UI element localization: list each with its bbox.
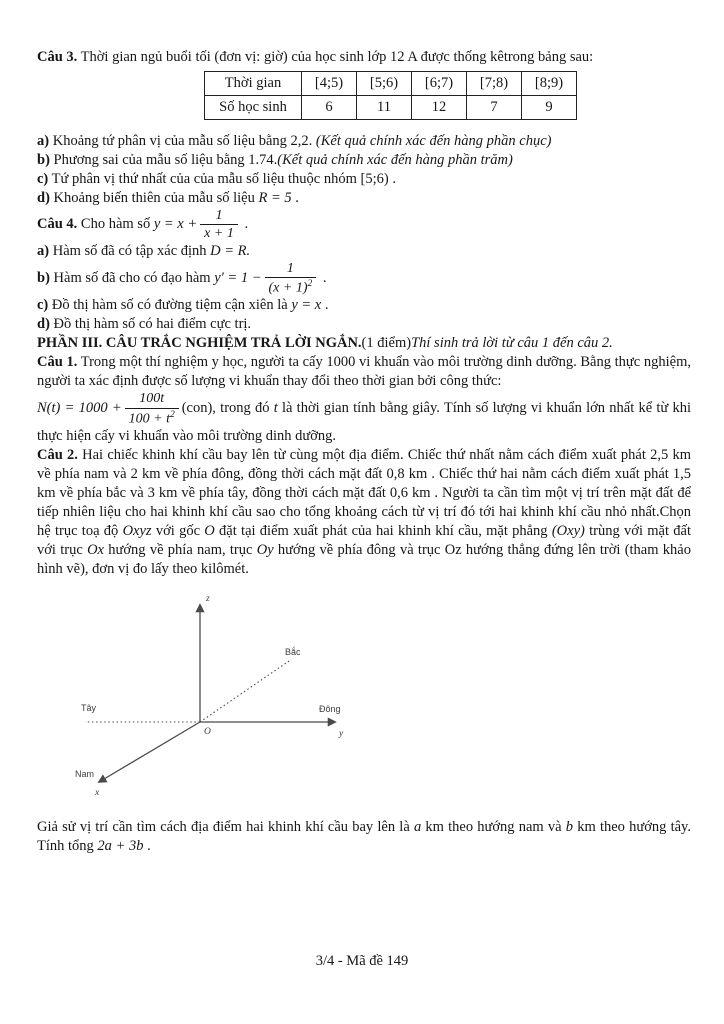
table-header-count: Số học sinh	[205, 96, 302, 120]
cau1-text: là thời gian tính bằng giây. Tính số lượng vi khuẩn lớn nhất kể từ khi thực hiện cấy vi khuẩn vào môi trường dinh dưỡng.	[37, 400, 692, 444]
cau3-intro-paragraph	[37, 48, 691, 67]
math-expression: y = x +	[153, 216, 198, 233]
z-axis-label: z	[206, 593, 210, 604]
conclusion-text: .	[143, 837, 151, 854]
table-interval-cell: [7;8)	[467, 72, 522, 96]
fraction	[265, 261, 317, 296]
fraction-denominator	[125, 409, 179, 427]
interval-math: [5;6)	[360, 171, 389, 187]
conclusion-text: Giả sử vị trí cần tìm cách địa điểm hai khinh khí cầu bay lên là	[37, 818, 414, 835]
item-label: d)	[37, 190, 50, 206]
table-count-cell: 12	[412, 96, 467, 120]
x-axis	[99, 722, 200, 782]
item-text: Hàm số đã có tập xác định	[49, 242, 211, 259]
table-row	[205, 96, 577, 120]
math-expression: Oy	[256, 541, 274, 558]
fraction-denominator: x + 1	[204, 226, 234, 242]
item-note: (Kết quả chính xác đến hàng phần trăm)	[277, 152, 513, 168]
math-expression: 2a + 3b	[97, 837, 144, 854]
table-interval-cell: [4;5)	[302, 72, 357, 96]
denominator-base: 100 + t	[128, 411, 170, 427]
fraction-numerator: 1	[200, 208, 238, 225]
cau4-intro-text: Cho hàm số	[77, 216, 154, 233]
cau2-text: với gốc	[151, 522, 205, 539]
cau3-item-c	[37, 170, 691, 189]
item-label: b)	[37, 152, 50, 168]
cau4-intro-paragraph	[37, 208, 691, 242]
item-text: Khoảng tứ phân vị của mẫu số liệu bằng 2,2.	[49, 133, 316, 149]
cau1-formula-paragraph	[37, 391, 691, 445]
item-text: Tứ phân vị thứ nhất của của mẫu số liệu thuộc nhóm	[48, 171, 361, 187]
phan3-heading-bold: PHẦN III. CÂU TRẮC NGHIỆM TRẢ LỜI NGẮN.	[37, 335, 362, 352]
cau3-label: Câu 3.	[37, 49, 78, 65]
table-interval-cell: [5;6)	[357, 72, 412, 96]
cau2-label: Câu 2.	[37, 446, 78, 463]
item-text: .	[240, 216, 249, 233]
page-footer: 3/4 - Mã đề 149	[315, 953, 409, 969]
conclusion-paragraph	[37, 818, 691, 856]
table-header-time: Thời gian	[205, 72, 302, 96]
item-label: a)	[37, 242, 50, 259]
math-expression: (Oxy)	[551, 522, 585, 539]
x-axis-label: x	[95, 787, 100, 798]
denominator-exponent: 2	[307, 279, 313, 290]
denominator-base: (x + 1)	[268, 280, 308, 296]
cau2-text: trùng với mặt đất với trục	[37, 522, 691, 558]
table-count-cell: 6	[302, 96, 357, 120]
cau2-text: Hai chiếc khinh khí cầu bay lên từ cùng một địa điểm. Chiếc thứ nhất nằm cách điểm xuất phát 2,5 km về phía nam và 2 km về phía đông, đồng thời cách mặt đất 0,8 km . Chiếc thứ hai nằm cách điểm xuất phát 1,5 km về phía bắc và 3 km về phía tây, đồng thời cách mặt đất 0,6 km . Người ta cần tìm một vị trí trên mặt đất để tiếp nhiên liệu cho hai khinh khí cầu sao cho tổng khoảng cách từ vị trí đó tới hai khinh khí cầu nhỏ nhất.Chọn hệ trục toạ độ	[37, 446, 691, 539]
item-text: Phương sai của mẫu số liệu bằng 1.74.	[49, 152, 278, 168]
fraction-numerator: 100t	[125, 391, 179, 408]
item-label: c)	[37, 297, 49, 314]
coordinate-axes-figure	[61, 585, 461, 813]
item-label: b)	[37, 269, 50, 286]
math-variable: b	[565, 818, 574, 835]
north-label: Bắc	[285, 646, 301, 657]
cau3-item-b	[37, 151, 691, 170]
table-interval-cell: [8;9)	[522, 72, 577, 96]
item-text: Đồ thị hàm số có đường tiệm cận xiên là	[48, 297, 292, 314]
phan3-heading	[37, 334, 691, 353]
south-label: Nam	[75, 768, 95, 779]
cau2-text: đặt tại điểm xuất phát của hai khinh khí cầu, mặt phẳng	[214, 522, 552, 539]
cau1-text: trong đó	[215, 400, 274, 417]
item-text: .	[321, 297, 329, 314]
origin-label: O	[204, 726, 211, 737]
conclusion-text: km theo hướng nam và	[421, 818, 566, 835]
math-variable: a	[413, 818, 422, 835]
item-note: (Kết quả chính xác đến hàng phần chục)	[315, 133, 552, 149]
math-expression: y′ = 1 −	[214, 269, 262, 286]
east-label: Đông	[319, 703, 341, 714]
item-text: Hàm số đã cho có đạo hàm	[49, 269, 215, 286]
cau2-text: hướng về phía nam, trục	[103, 541, 257, 558]
cau4-item-c	[37, 296, 691, 315]
table-count-cell: 11	[357, 96, 412, 120]
fraction	[200, 208, 238, 242]
table-row	[205, 72, 577, 96]
cau2-paragraph	[37, 446, 691, 579]
table-count-cell: 9	[522, 96, 577, 120]
math-expression: N(t) = 1000 +	[37, 400, 122, 417]
formula-unit: (con),	[181, 400, 216, 417]
cau3-item-a	[37, 132, 691, 151]
cau2-text: hướng về phía đông và trục Oz hướng thẳng đứng lên trời (tham khảo hình vẽ), đơn vị đo lấy theo kilômét.	[37, 541, 691, 577]
fraction-denominator	[265, 278, 317, 296]
fraction-numerator: 1	[265, 261, 317, 278]
item-text: Khoảng biến thiên của mẫu số liệu	[49, 190, 259, 206]
item-label: d)	[37, 316, 50, 333]
denominator-exponent: 2	[169, 409, 175, 420]
frequency-table	[204, 71, 577, 120]
phan3-heading-normal: (1 điểm)	[361, 335, 412, 352]
math-expression: Ox	[87, 541, 104, 558]
north-dotted-line	[200, 661, 289, 722]
table-count-cell: 7	[467, 96, 522, 120]
cau1-paragraph	[37, 353, 691, 391]
item-text: .	[388, 171, 396, 187]
west-label: Tây	[81, 702, 97, 713]
table-interval-cell: [6;7)	[412, 72, 467, 96]
y-axis-label: y	[339, 728, 344, 739]
item-text: .	[291, 190, 299, 206]
math-expression: R = 5	[258, 190, 292, 206]
item-label: a)	[37, 133, 50, 149]
cau4-item-b	[37, 261, 691, 296]
math-variable: t	[273, 400, 278, 417]
cau3-item-d	[37, 189, 691, 208]
cau4-item-d	[37, 315, 691, 334]
cau1-label: Câu 1.	[37, 354, 78, 371]
math-expression: Oxyz	[122, 522, 152, 539]
cau4-item-a	[37, 242, 691, 261]
math-expression: y = x	[291, 297, 322, 314]
math-expression: D = R.	[210, 242, 251, 259]
cau3-intro-text: Thời gian ngủ buổi tối (đơn vị: giờ) của học sinh lớp 12 A được thống kêtrong bảng sau:	[77, 49, 594, 65]
cau4-label: Câu 4.	[37, 216, 78, 233]
item-text: .	[319, 269, 327, 286]
fraction	[125, 391, 179, 426]
math-variable: O	[204, 522, 215, 539]
phan3-heading-italic: Thí sinh trả lời từ câu 1 đến câu 2.	[411, 335, 613, 352]
item-text: Đồ thị hàm số có hai điểm cực trị.	[49, 316, 252, 333]
cau1-intro-text: Trong một thí nghiệm y học, người ta cấy 1000 vi khuẩn vào môi trường dinh dưỡng. Bằng thực nghiệm, người ta xác định được số lượng vi khuẩn thay đổi theo thời gian bởi công thức:	[37, 354, 691, 390]
item-label: c)	[37, 171, 49, 187]
conclusion-text: km theo hướng tây. Tính tổng	[37, 818, 691, 854]
